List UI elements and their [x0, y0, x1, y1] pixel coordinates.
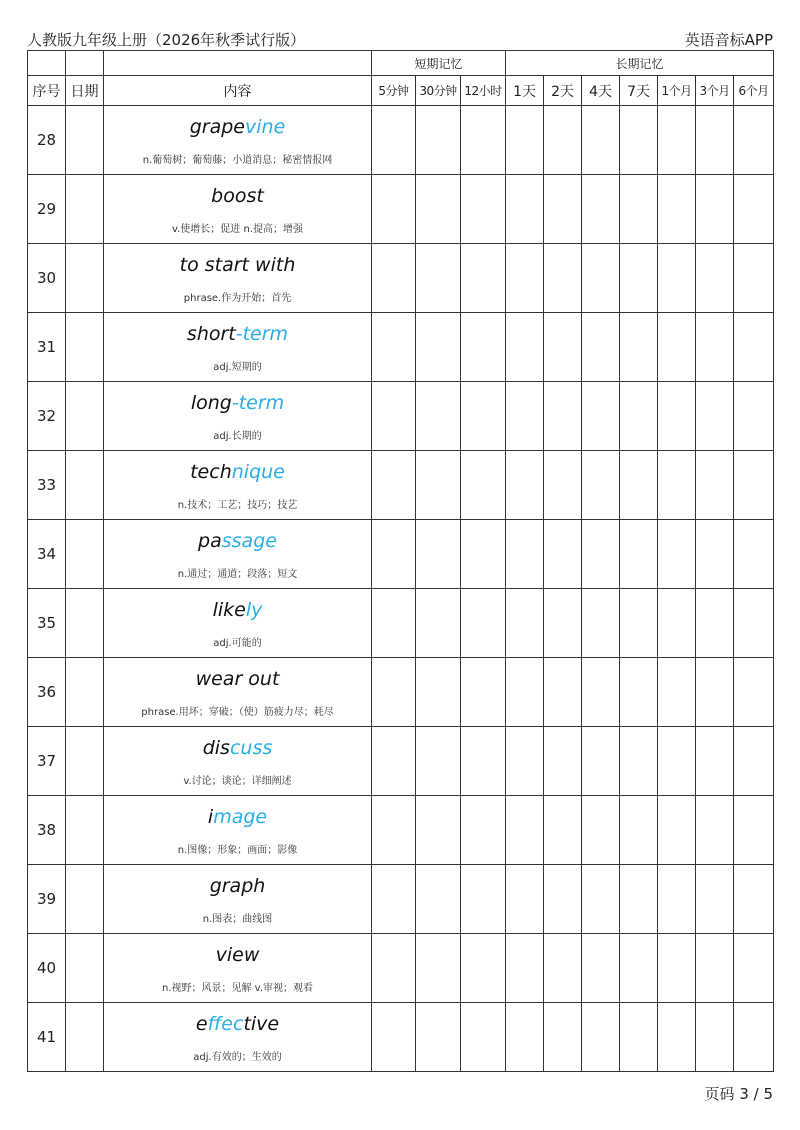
review-checkbox-cell[interactable] [696, 451, 734, 520]
review-checkbox-cell[interactable] [696, 796, 734, 865]
date-cell[interactable] [66, 520, 104, 589]
review-checkbox-cell[interactable] [582, 589, 620, 658]
review-checkbox-cell[interactable] [620, 175, 658, 244]
content-cell [104, 382, 372, 451]
content-cell [104, 1003, 372, 1072]
review-checkbox-cell[interactable] [544, 796, 582, 865]
row-number: 40 [28, 934, 66, 1003]
row-number: 34 [28, 520, 66, 589]
date-cell[interactable] [66, 244, 104, 313]
review-checkbox-cell[interactable] [582, 451, 620, 520]
review-checkbox-cell[interactable] [696, 934, 734, 1003]
review-checkbox-cell[interactable] [506, 865, 544, 934]
table-row [28, 658, 774, 727]
review-checkbox-cell[interactable] [734, 796, 774, 865]
content-cell [104, 451, 372, 520]
word-highlight-part: -term [231, 392, 285, 414]
word-definition: v.使增长；促进 n.提高；增强 [171, 224, 303, 235]
table-row [28, 589, 774, 658]
review-checkbox-cell[interactable] [506, 589, 544, 658]
review-checkbox-cell[interactable] [620, 796, 658, 865]
short-term-group-header: 短期记忆 [372, 51, 506, 76]
review-checkbox-cell[interactable] [544, 934, 582, 1003]
review-checkbox-cell[interactable] [461, 106, 506, 175]
review-checkbox-cell[interactable] [658, 1003, 696, 1072]
review-checkbox-cell[interactable] [582, 175, 620, 244]
review-checkbox-cell[interactable] [696, 175, 734, 244]
content-cell [104, 796, 372, 865]
word-definition: n.图像；形象；画面；影像 [177, 845, 298, 856]
review-checkbox-cell[interactable] [461, 382, 506, 451]
review-checkbox-cell[interactable] [696, 1003, 734, 1072]
review-checkbox-cell[interactable] [461, 520, 506, 589]
review-checkbox-cell[interactable] [506, 244, 544, 313]
row-number: 33 [28, 451, 66, 520]
review-checkbox-cell[interactable] [582, 382, 620, 451]
date-cell[interactable] [66, 451, 104, 520]
review-checkbox-cell[interactable] [620, 658, 658, 727]
review-checkbox-cell[interactable] [620, 106, 658, 175]
review-checkbox-cell[interactable] [416, 382, 461, 451]
review-checkbox-cell[interactable] [506, 106, 544, 175]
review-checkbox-cell[interactable] [506, 382, 544, 451]
blank-cell [104, 51, 372, 76]
review-checkbox-cell[interactable] [544, 106, 582, 175]
review-checkbox-cell[interactable] [734, 244, 774, 313]
row-number: 37 [28, 727, 66, 796]
review-checkbox-cell[interactable] [582, 934, 620, 1003]
review-checkbox-cell[interactable] [372, 313, 416, 382]
vocab-word [104, 254, 371, 276]
content-cell [104, 520, 372, 589]
content-cell [104, 589, 372, 658]
review-checkbox-cell[interactable] [734, 1003, 774, 1072]
review-checkbox-cell[interactable] [372, 106, 416, 175]
col-header-4d: 4天 [582, 76, 620, 106]
vocab-word [104, 875, 371, 897]
review-checkbox-cell[interactable] [544, 727, 582, 796]
review-checkbox-cell[interactable] [372, 382, 416, 451]
word-definition: n.图表；曲线图 [202, 914, 273, 925]
col-header-1m: 1个月 [658, 76, 696, 106]
review-checkbox-cell[interactable] [582, 865, 620, 934]
word-definition: n.技术；工艺；技巧；技艺 [177, 500, 298, 511]
review-checkbox-cell[interactable] [461, 244, 506, 313]
review-checkbox-cell[interactable] [544, 175, 582, 244]
date-cell[interactable] [66, 934, 104, 1003]
review-checkbox-cell[interactable] [506, 520, 544, 589]
review-checkbox-cell[interactable] [658, 934, 696, 1003]
review-checkbox-cell[interactable] [461, 451, 506, 520]
review-checkbox-cell[interactable] [544, 658, 582, 727]
review-checkbox-cell[interactable] [461, 727, 506, 796]
review-checkbox-cell[interactable] [372, 865, 416, 934]
word-definition: adj.有效的；生效的 [193, 1052, 282, 1063]
review-checkbox-cell[interactable] [582, 658, 620, 727]
content-cell [104, 934, 372, 1003]
review-checkbox-cell[interactable] [658, 451, 696, 520]
content-cell [104, 865, 372, 934]
word-part: view [215, 944, 260, 966]
review-checkbox-cell[interactable] [506, 796, 544, 865]
word-highlight-part: ssage [221, 530, 277, 552]
date-cell[interactable] [66, 865, 104, 934]
review-checkbox-cell[interactable] [416, 796, 461, 865]
review-checkbox-cell[interactable] [620, 1003, 658, 1072]
table-row [28, 313, 774, 382]
review-checkbox-cell[interactable] [734, 175, 774, 244]
review-checkbox-cell[interactable] [658, 520, 696, 589]
vocab-word [104, 944, 371, 966]
word-definition: n.通过；通道；段落；短文 [177, 569, 298, 580]
review-checkbox-cell[interactable] [696, 244, 734, 313]
word-highlight-part: vine [245, 116, 286, 138]
review-checkbox-cell[interactable] [544, 865, 582, 934]
review-checkbox-cell[interactable] [506, 727, 544, 796]
col-header-5min: 5分钟 [372, 76, 416, 106]
date-cell[interactable] [66, 658, 104, 727]
vocab-word [104, 116, 371, 138]
review-checkbox-cell[interactable] [696, 727, 734, 796]
review-checkbox-cell[interactable] [461, 589, 506, 658]
word-highlight-part: ffec [207, 1013, 244, 1035]
review-checkbox-cell[interactable] [734, 520, 774, 589]
word-definition: v.讨论；谈论；详细阐述 [183, 776, 292, 787]
review-checkbox-cell[interactable] [416, 451, 461, 520]
word-part: long [190, 392, 232, 414]
row-number: 30 [28, 244, 66, 313]
review-checkbox-cell[interactable] [416, 175, 461, 244]
review-checkbox-cell[interactable] [461, 865, 506, 934]
word-definition: n.葡萄树；葡萄藤；小道消息；秘密情报网 [142, 155, 333, 166]
review-checkbox-cell[interactable] [544, 313, 582, 382]
review-checkbox-cell[interactable] [544, 244, 582, 313]
word-definition: adj.长期的 [213, 431, 262, 442]
review-checkbox-cell[interactable] [696, 589, 734, 658]
review-checkbox-cell[interactable] [544, 1003, 582, 1072]
date-cell[interactable] [66, 313, 104, 382]
date-cell[interactable] [66, 727, 104, 796]
word-highlight-part: mage [213, 806, 268, 828]
col-header-6m: 6个月 [734, 76, 774, 106]
vocab-word [104, 737, 371, 759]
review-checkbox-cell[interactable] [734, 865, 774, 934]
table-row [28, 727, 774, 796]
vocab-word [104, 1013, 371, 1035]
document-title: 人教版九年级上册（2026年秋季试行版） [27, 31, 306, 49]
review-checkbox-cell[interactable] [620, 934, 658, 1003]
date-cell[interactable] [66, 382, 104, 451]
review-checkbox-cell[interactable] [658, 865, 696, 934]
review-checkbox-cell[interactable] [372, 796, 416, 865]
review-checkbox-cell[interactable] [416, 865, 461, 934]
review-checkbox-cell[interactable] [696, 658, 734, 727]
word-part: i [207, 806, 214, 828]
word-definition: n.视野；风景；见解 v.审视；观看 [161, 983, 313, 994]
review-checkbox-cell[interactable] [416, 727, 461, 796]
row-number: 41 [28, 1003, 66, 1072]
word-part: short [186, 323, 236, 345]
col-header-date: 日期 [66, 76, 104, 106]
review-checkbox-cell[interactable] [734, 934, 774, 1003]
review-checkbox-cell[interactable] [620, 865, 658, 934]
long-term-group-header: 长期记忆 [506, 51, 774, 76]
review-checkbox-cell[interactable] [620, 727, 658, 796]
table-row [28, 1003, 774, 1072]
review-checkbox-cell[interactable] [582, 244, 620, 313]
date-cell[interactable] [66, 589, 104, 658]
review-checkbox-cell[interactable] [582, 106, 620, 175]
review-checkbox-cell[interactable] [372, 451, 416, 520]
vocab-word [104, 599, 371, 621]
review-checkbox-cell[interactable] [416, 934, 461, 1003]
col-header-30min: 30分钟 [416, 76, 461, 106]
review-checkbox-cell[interactable] [696, 106, 734, 175]
review-checkbox-cell[interactable] [461, 1003, 506, 1072]
word-part: boost [211, 185, 264, 207]
row-number: 39 [28, 865, 66, 934]
word-part: tive [243, 1013, 280, 1035]
review-checkbox-cell[interactable] [620, 244, 658, 313]
review-checkbox-cell[interactable] [658, 727, 696, 796]
row-number: 31 [28, 313, 66, 382]
page-number: 页码 3 / 5 [704, 1085, 773, 1103]
table-row [28, 106, 774, 175]
review-checkbox-cell[interactable] [582, 727, 620, 796]
word-part: graph [209, 875, 266, 897]
word-part: tech [190, 461, 232, 483]
vocab-word [104, 185, 371, 207]
row-number: 38 [28, 796, 66, 865]
review-checkbox-cell[interactable] [416, 244, 461, 313]
review-checkbox-cell[interactable] [734, 727, 774, 796]
word-highlight-part: nique [231, 461, 285, 483]
review-checkbox-cell[interactable] [696, 520, 734, 589]
review-checkbox-cell[interactable] [416, 106, 461, 175]
word-part: like [212, 599, 246, 621]
row-number: 29 [28, 175, 66, 244]
date-cell[interactable] [66, 1003, 104, 1072]
vocab-word [104, 461, 371, 483]
word-definition: adj.短期的 [213, 362, 262, 373]
review-checkbox-cell[interactable] [696, 865, 734, 934]
review-checkbox-cell[interactable] [544, 589, 582, 658]
word-highlight-part: cuss [229, 737, 273, 759]
review-checkbox-cell[interactable] [372, 1003, 416, 1072]
word-part: to start with [179, 254, 296, 276]
review-checkbox-cell[interactable] [620, 313, 658, 382]
review-checkbox-cell[interactable] [582, 520, 620, 589]
review-checkbox-cell[interactable] [506, 313, 544, 382]
app-name: 英语音标APP [684, 31, 773, 49]
review-checkbox-cell[interactable] [620, 520, 658, 589]
word-definition: phrase.作为开始；首先 [183, 293, 292, 304]
review-checkbox-cell[interactable] [620, 451, 658, 520]
review-checkbox-cell[interactable] [734, 382, 774, 451]
review-checkbox-cell[interactable] [734, 106, 774, 175]
word-definition: adj.可能的 [213, 638, 262, 649]
review-checkbox-cell[interactable] [620, 589, 658, 658]
word-part: dis [202, 737, 230, 759]
col-header-2d: 2天 [544, 76, 582, 106]
word-part: e [195, 1013, 208, 1035]
content-cell [104, 727, 372, 796]
word-part: grape [189, 116, 245, 138]
review-checkbox-cell[interactable] [658, 244, 696, 313]
row-number: 28 [28, 106, 66, 175]
review-checkbox-cell[interactable] [372, 727, 416, 796]
review-checkbox-cell[interactable] [416, 520, 461, 589]
date-cell[interactable] [66, 106, 104, 175]
review-checkbox-cell[interactable] [372, 175, 416, 244]
review-checkbox-cell[interactable] [658, 382, 696, 451]
word-part: pa [198, 530, 222, 552]
col-header-12h: 12小时 [461, 76, 506, 106]
table-row [28, 451, 774, 520]
review-checkbox-cell[interactable] [461, 313, 506, 382]
header-row-groups [28, 51, 774, 76]
header-row-columns [28, 76, 774, 106]
word-highlight-part: -term [235, 323, 289, 345]
review-checkbox-cell[interactable] [582, 313, 620, 382]
table-row [28, 382, 774, 451]
word-highlight-part: ly [245, 599, 263, 621]
review-checkbox-cell[interactable] [461, 175, 506, 244]
content-cell [104, 313, 372, 382]
review-checkbox-cell[interactable] [734, 658, 774, 727]
review-checkbox-cell[interactable] [734, 451, 774, 520]
review-checkbox-cell[interactable] [544, 382, 582, 451]
col-header-no: 序号 [28, 76, 66, 106]
row-number: 36 [28, 658, 66, 727]
table-row [28, 934, 774, 1003]
date-cell[interactable] [66, 175, 104, 244]
review-checkbox-cell[interactable] [416, 313, 461, 382]
review-checkbox-cell[interactable] [461, 796, 506, 865]
review-checkbox-cell[interactable] [461, 934, 506, 1003]
review-checkbox-cell[interactable] [734, 589, 774, 658]
review-checkbox-cell[interactable] [416, 1003, 461, 1072]
review-checkbox-cell[interactable] [506, 658, 544, 727]
word-definition: phrase.用坏；穿破；（使）筋疲力尽；耗尽 [141, 707, 334, 718]
blank-cell [28, 51, 66, 76]
review-checkbox-cell[interactable] [658, 658, 696, 727]
content-cell [104, 658, 372, 727]
col-header-1d: 1天 [506, 76, 544, 106]
review-checkbox-cell[interactable] [658, 313, 696, 382]
review-checkbox-cell[interactable] [658, 589, 696, 658]
vocab-word [104, 323, 371, 345]
col-header-7d: 7天 [620, 76, 658, 106]
review-checkbox-cell[interactable] [620, 382, 658, 451]
content-cell [104, 244, 372, 313]
review-checkbox-cell[interactable] [582, 796, 620, 865]
review-checkbox-cell[interactable] [416, 589, 461, 658]
vocab-word [104, 530, 371, 552]
word-part: wear out [195, 668, 280, 690]
review-checkbox-cell[interactable] [506, 934, 544, 1003]
review-checkbox-cell[interactable] [461, 658, 506, 727]
review-checkbox-cell[interactable] [658, 106, 696, 175]
review-checkbox-cell[interactable] [582, 1003, 620, 1072]
review-checkbox-cell[interactable] [506, 1003, 544, 1072]
vocab-word [104, 668, 371, 690]
row-number: 35 [28, 589, 66, 658]
table-row [28, 796, 774, 865]
review-checkbox-cell[interactable] [696, 313, 734, 382]
content-cell [104, 175, 372, 244]
review-checkbox-cell[interactable] [544, 520, 582, 589]
review-checkbox-cell[interactable] [696, 382, 734, 451]
vocab-word [104, 806, 371, 828]
review-checkbox-cell[interactable] [372, 244, 416, 313]
blank-cell [66, 51, 104, 76]
table-row [28, 520, 774, 589]
col-header-content: 内容 [104, 76, 372, 106]
review-checkbox-cell[interactable] [506, 175, 544, 244]
review-checkbox-cell[interactable] [372, 658, 416, 727]
content-cell [104, 106, 372, 175]
vocab-word [104, 392, 371, 414]
table-row [28, 865, 774, 934]
review-checkbox-cell[interactable] [372, 589, 416, 658]
date-cell[interactable] [66, 796, 104, 865]
review-checkbox-cell[interactable] [372, 934, 416, 1003]
review-checkbox-cell[interactable] [372, 520, 416, 589]
table-row [28, 244, 774, 313]
review-checkbox-cell[interactable] [658, 175, 696, 244]
review-checkbox-cell[interactable] [416, 658, 461, 727]
review-checkbox-cell[interactable] [658, 796, 696, 865]
row-number: 32 [28, 382, 66, 451]
table-row [28, 175, 774, 244]
review-checkbox-cell[interactable] [544, 451, 582, 520]
memory-table [27, 50, 774, 1072]
review-checkbox-cell[interactable] [734, 313, 774, 382]
review-checkbox-cell[interactable] [506, 451, 544, 520]
col-header-3m: 3个月 [696, 76, 734, 106]
